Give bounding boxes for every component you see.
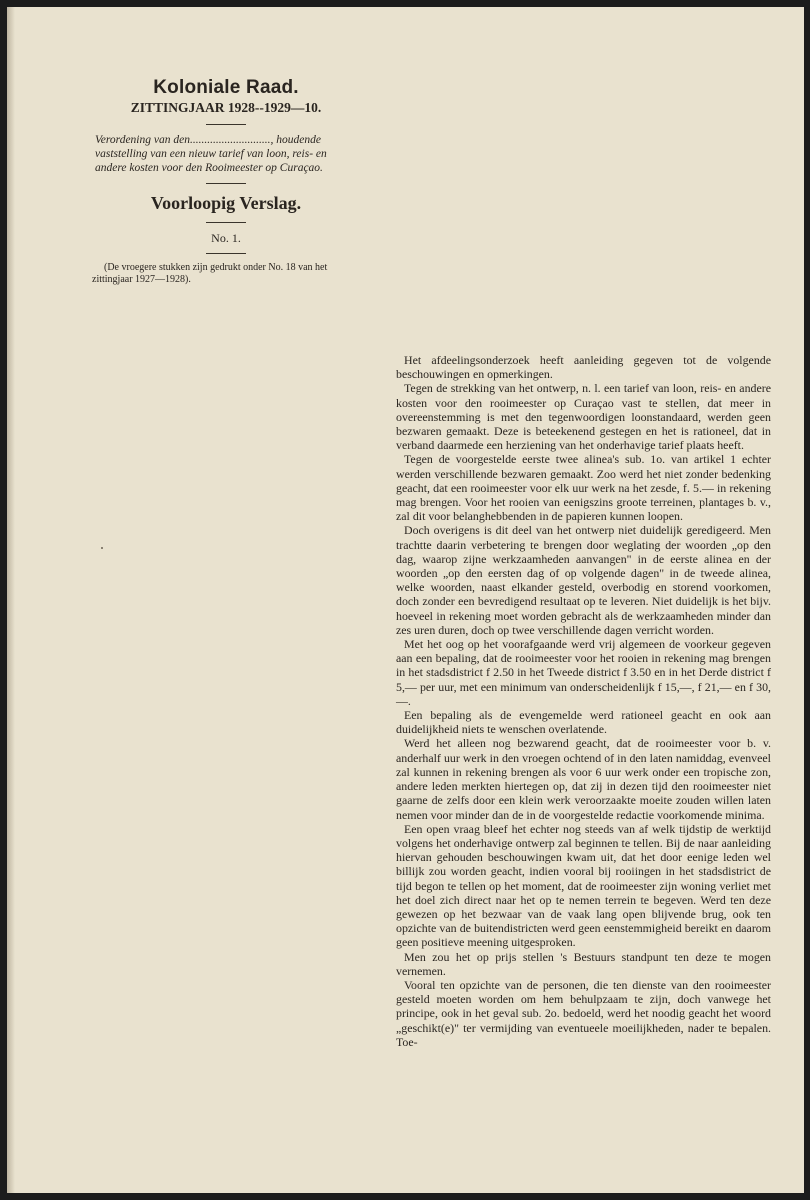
council-title: Koloniale Raad. bbox=[153, 77, 299, 98]
ordinance-description: Verordening van den............................, houdende vaststelling van een nieuw tarief van loon, reis- en andere kosten voor den Rooimeester op Curaçao. bbox=[95, 134, 327, 174]
body-paragraph: Een bepaling als de evengemelde werd rationeel geacht en ook aan duidelijkheid niets te wenschen overlatende. bbox=[396, 708, 771, 737]
body-paragraph: Men zou het op prijs stellen 's Bestuurs standpunt ten deze te mogen vernemen. bbox=[396, 949, 771, 978]
report-title: Voorloopig Verslag. bbox=[150, 193, 302, 213]
body-paragraph: Het afdeelingsonderzoek heeft aanleiding gegeven tot de volgende beschouwingen en opmerkingen. bbox=[396, 353, 771, 382]
report-body bbox=[396, 353, 771, 1049]
body-paragraph: Werd het alleen nog bezwarend geacht, dat de rooimeester voor b. v. anderhalf uur werk in den vroegen ochtend of in den laten namiddag, evenveel zal kunnen in rekening brengen als voor 6 uur werk onder een tropische zon, andere leden merkten hiertegen op, dat zij in dezen tijd den rooimeester niet gaarne de zelfs door een klein werk veroorzaakte moeite zouden willen laten nemen voor minder dan de in de voorgestelde redactie voorkomende minima. bbox=[396, 736, 771, 822]
divider bbox=[206, 222, 246, 223]
body-paragraph: Vooral ten opzichte van de personen, die ten dienste van den rooimeester gesteld moeten worden om hem behulpzaam te zijn, doch vanwege het principe, ook in het geval sub. 2o. bedoeld, werd het noodig geacht het woord „geschikt(e)" ter vermijding van eventueele moeilijkheden, nader te bepalen. Toe- bbox=[396, 977, 771, 1049]
left-column bbox=[92, 77, 360, 286]
body-paragraph: Tegen de strekking van het ontwerp, n. l. een tarief van loon, reis- en andere kosten voor den rooimeester op Curaçao vast te stellen, dat meer in overeenstemming is met den tegenwoordigen loonstandaard, werden geen bezwaren gemaakt. Deze is beteekenend gestegen en het is rationeel, dat in verband daarmede een herziening van het onderhavige tarief plaats heeft. bbox=[396, 381, 771, 453]
document-page bbox=[7, 7, 804, 1193]
divider bbox=[206, 124, 246, 125]
body-paragraph: Een open vraag bleef het echter nog steeds van af welk tijdstip de werktijd volgens het onderhavige ontwerp zal beginnen te tellen. Bij de naar aanleiding hiervan gehouden beschouwingen kwam uit, dat het door eenige leden wel billijk zou worden geacht, indien vooral bij rooiingen in het stadsdistrict de tijd begon te tellen op het moment, dat de rooimeester zijn woning verliet met het doel zich direct naar het op te nemen terrein te begeven. Werd ten deze gewezen op het bezwaar van de vaak lang open blijvende brug, ook ten opzichte van de buitendistricten werd geen eenstemmigheid bereikt en daarom geen positieve meening uitgesproken. bbox=[396, 821, 771, 950]
report-number: No. 1. bbox=[211, 231, 241, 245]
page-gutter-shadow bbox=[7, 7, 15, 1193]
divider bbox=[206, 253, 246, 254]
print-speck bbox=[101, 547, 103, 549]
body-paragraph: Met het oog op het voorafgaande werd vrij algemeen de voorkeur gegeven aan een bepaling, dat de rooimeester voor het rooien in rekening mag brengen in het stadsdistrict f 2.50 in het Tweede district f 3.50 en in het Derde district f 5,— per uur, met een minimum van onderscheidenlijk f 15,—, f 21,— en f 30,—. bbox=[396, 637, 771, 708]
session-year: ZITTINGJAAR 1928--1929—10. bbox=[130, 100, 322, 115]
previous-documents-note: (De vroegere stukken zijn gedrukt onder No. 18 van het zittingjaar 1927—1928). bbox=[92, 262, 328, 285]
body-paragraph: Tegen de voorgestelde eerste twee alinea's sub. 1o. van artikel 1 echter werden verschillende bezwaren gemaakt. Zoo werd het niet zonder bedenking geacht, dat een rooimeester voor elk uur werk na het zesde, f. 5.— in rekening mag brengen. Voor het rooien van eenigszins groote terreinen, plantages b. v., zal dit voor belanghebbenden in de papieren kunnen loopen. bbox=[396, 452, 771, 524]
divider bbox=[206, 183, 246, 184]
body-paragraph: Doch overigens is dit deel van het ontwerp niet duidelijk geredigeerd. Men trachtte daarin verbetering te brengen door weglating der woorden „op den dag, waarop zijne werkzaamheden aanvangen" in de eerste alinea en der woorden „op den eersten dag of op volgende dagen" in de tweede alinea, welke woorden, naast elkander gesteld, overbodig en storend voorkomen, doch zonder een bevredigend resultaat op te leveren. Niet duidelijk is het bijv. hoeveel in rekening moet worden gebracht als de werkzaamheden minder dan zes uren duren, doch op twee verschillende dagen verricht worden. bbox=[396, 523, 771, 637]
